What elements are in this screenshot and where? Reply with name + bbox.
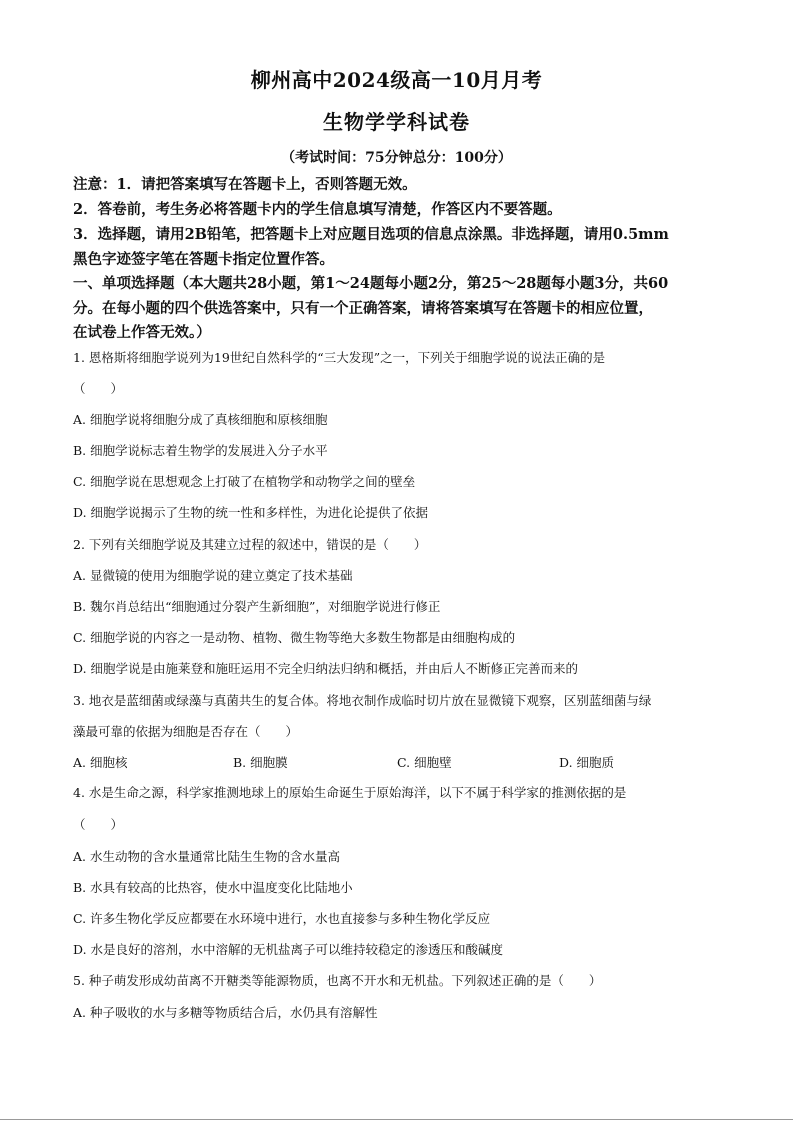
- q1-stem-cont: （ ）: [73, 381, 124, 396]
- q1-stem: 1. 恩格斯将细胞学说列为19世纪自然科学的“三大发现”之一，下列关于细胞学说的说法正确的是: [73, 350, 606, 365]
- section-heading-line3: 在试卷上作答无效。）: [73, 324, 211, 341]
- q4-option-d: D. 水是良好的溶剂，水中溶解的无机盐离子可以维持较稳定的渗透压和酸碱度: [73, 942, 504, 957]
- q1-option-b: B. 细胞学说标志着生物学的发展进入分子水平: [73, 443, 328, 458]
- page-bottom-rule: [0, 1119, 793, 1120]
- q3-option-a: A. 细胞核: [73, 755, 128, 770]
- q4-option-a: A. 水生动物的含水量通常比陆生生物的含水量高: [73, 849, 340, 864]
- note-3: 3．选择题，请用2B铅笔，把答题卡上对应题目选项的信息点涂黑。非选择题，请用0.5mm: [73, 226, 669, 243]
- exam-info: （考试时间：75分钟总分：100分）: [281, 150, 512, 166]
- q4-stem-cont: （ ）: [73, 817, 124, 832]
- q2-option-d: D. 细胞学说是由施莱登和施旺运用不完全归纳法归纳和概括，并由后人不断修正完善而来的: [73, 661, 579, 676]
- q3-stem: 3. 地衣是蓝细菌或绿藻与真菌共生的复合体。将地衣制作成临时切片放在显微镜下观察，区别蓝细菌与绿: [73, 693, 652, 708]
- q3-option-b: B. 细胞膜: [233, 755, 288, 770]
- q2-stem: 2. 下列有关细胞学说及其建立过程的叙述中，错误的是（ ）: [73, 537, 427, 552]
- q3-stem-cont: 藻最可靠的依据为细胞是否存在（ ）: [73, 724, 299, 739]
- q1-option-d: D. 细胞学说揭示了生物的统一性和多样性，为进化论提供了依据: [73, 505, 429, 520]
- q3-option-c: C. 细胞壁: [397, 755, 452, 770]
- note-3-cont: 黑色字迹签字笔在答题卡指定位置作答。: [73, 251, 334, 268]
- q2-option-c: C. 细胞学说的内容之一是动物、植物、微生物等绝大多数生物都是由细胞构成的: [73, 630, 516, 645]
- q4-option-b: B. 水具有较高的比热容，使水中温度变化比陆地小: [73, 880, 353, 895]
- q3-option-d: D. 细胞质: [559, 755, 615, 770]
- q2-option-a: A. 显微镜的使用为细胞学说的建立奠定了技术基础: [73, 568, 353, 583]
- note-2: 2．答卷前，考生务必将答题卡内的学生信息填写清楚，作答区内不要答题。: [73, 201, 562, 218]
- section-heading-line2: 分。在每小题的四个供选答案中，只有一个正确答案，请将答案填写在答题卡的相应位置，: [73, 300, 653, 317]
- exam-title: 柳州高中2024级高一10月月考: [250, 68, 543, 92]
- q2-option-b: B. 魏尔肖总结出“细胞通过分裂产生新细胞”，对细胞学说进行修正: [73, 599, 441, 614]
- section-heading: 一、单项选择题（本大题共28小题，第1～24题每小题2分，第25～28题每小题3分，共60: [73, 275, 669, 292]
- q1-option-a: A. 细胞学说将细胞分成了真核细胞和原核细胞: [73, 412, 328, 427]
- note-1: 注意：1．请把答案填写在答题卡上，否则答题无效。: [73, 176, 417, 193]
- q5-stem: 5. 种子萌发形成幼苗离不开糖类等能源物质，也离不开水和无机盐。下列叙述正确的是（ ）: [73, 973, 602, 988]
- q5-option-a: A. 种子吸收的水与多糖等物质结合后，水仍具有溶解性: [73, 1005, 378, 1020]
- q1-option-c: C. 细胞学说在思想观念上打破了在植物学和动物学之间的壁垒: [73, 474, 416, 489]
- q4-stem: 4. 水是生命之源，科学家推测地球上的原始生命诞生于原始海洋，以下不属于科学家的推测依据的是: [73, 785, 627, 800]
- exam-subject: 生物学学科试卷: [323, 110, 470, 134]
- q4-option-c: C. 许多生物化学反应都要在水环境中进行，水也直接参与多种生物化学反应: [73, 911, 491, 926]
